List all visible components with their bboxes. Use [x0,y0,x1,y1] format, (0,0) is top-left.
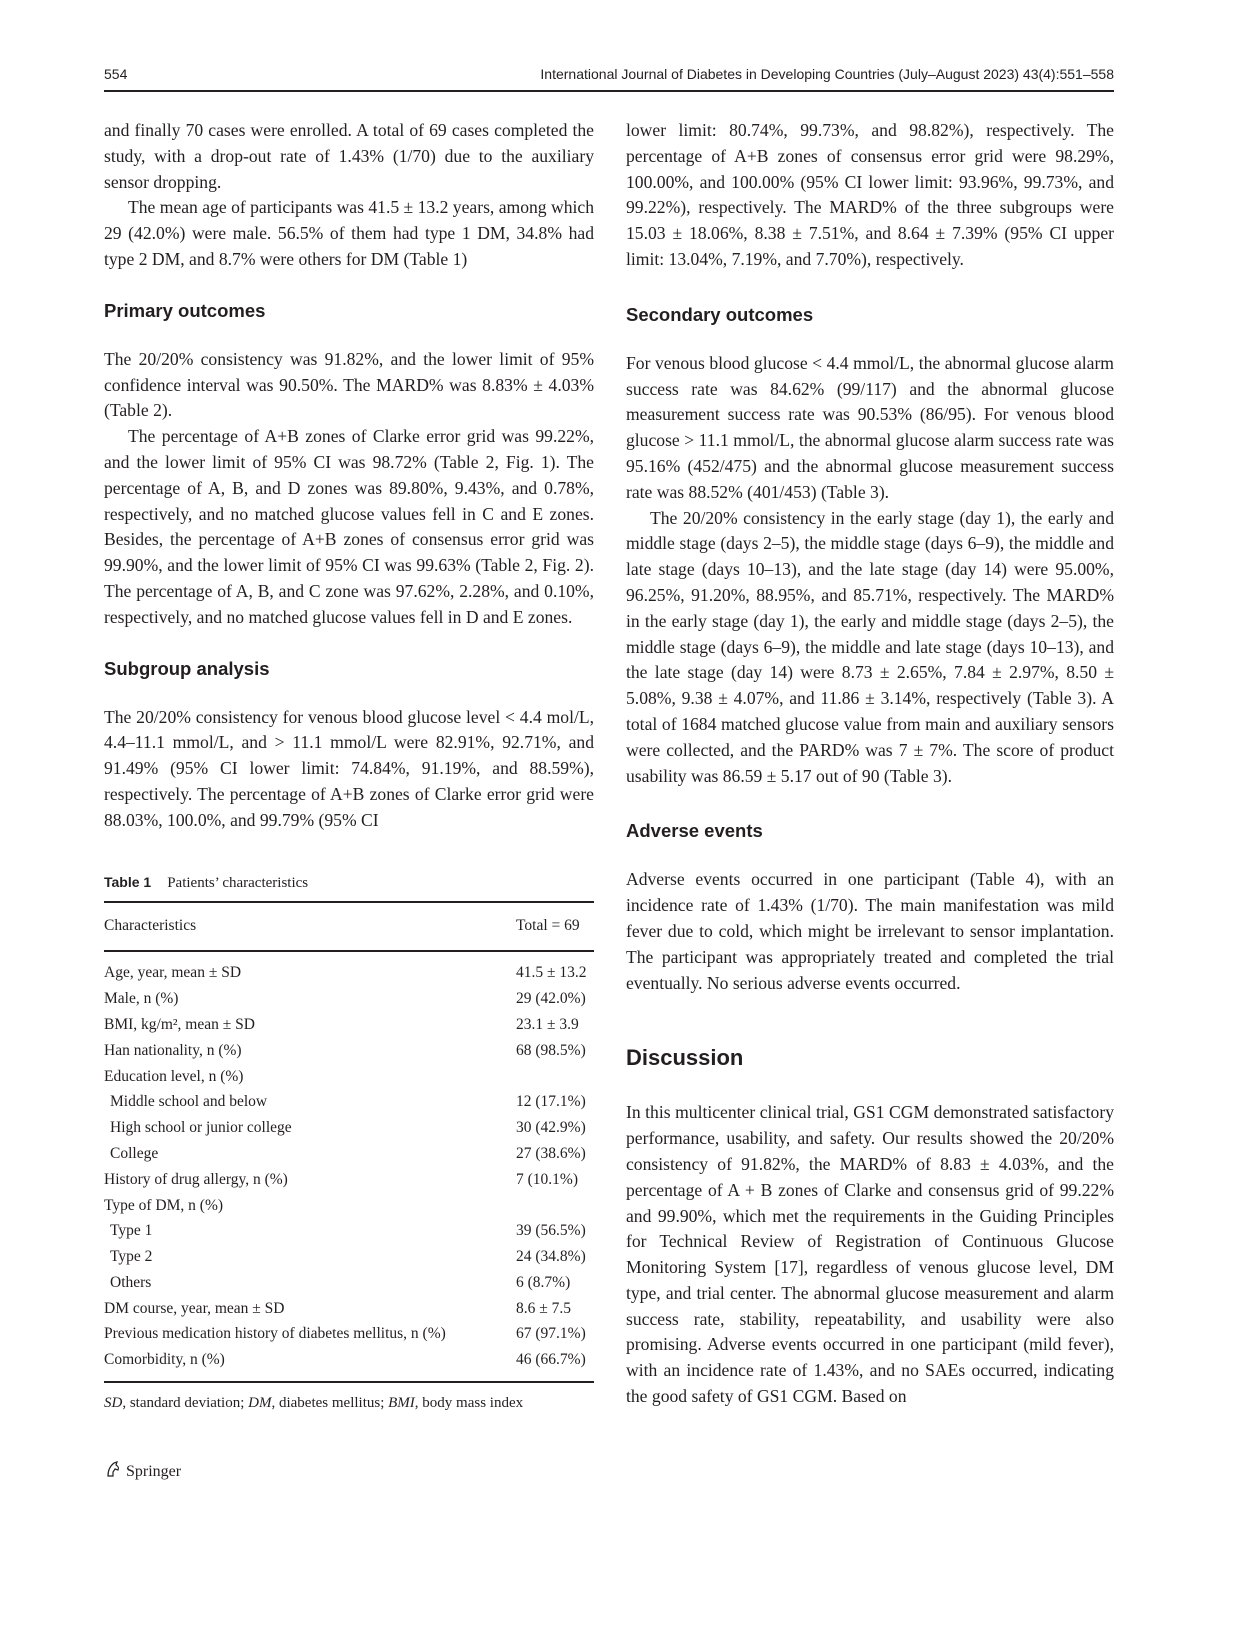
table-row [104,1038,594,1064]
row-label: Type 1 [110,1222,153,1240]
paragraph: The 20/20% consistency was 91.82%, and the lower limit of 95% confidence interval was 90.50%. The MARD% was 8.83% ± 4.03% (Table 2). [104,348,594,421]
row-value: 27 (38.6%) [516,1144,586,1162]
row-label: Han nationality, n (%) [104,1041,242,1059]
row-value: 46 (66.7%) [516,1351,586,1369]
section-heading-discussion: Discussion [626,1045,744,1071]
journal-citation: International Journal of Diabetes in Developing Countries (July–August 2023) 43(4):551–558 [540,66,1114,82]
row-value: 12 (17.1%) [516,1093,586,1111]
row-label: Male, n (%) [104,990,179,1008]
paragraph: The mean age of participants was 41.5 ± 13.2 years, among which 29 (42.0%) were male. 56.5% of them had type 1 DM, 34.8% had type 2 DM, and 8.7% were others for DM (Table 1) [104,197,594,269]
paragraph: For venous blood glucose < 4.4 mmol/L, the abnormal glucose alarm success rate was 84.62% (99/117) and the abnormal glucose measurement success rate was 90.53% (86/95). For venous blood glucose > 11.1 mmol/L, the abnormal glucose alarm success rate was 95.16% (452/475) and the abnormal glucose measurement success rate was 88.52% (401/453) (Table 3). [626,352,1114,502]
row-value: 68 (98.5%) [516,1041,586,1059]
row-value: 39 (56.5%) [516,1222,586,1240]
row-label: Others [110,1273,152,1291]
row-value: 6 (8.7%) [516,1273,571,1291]
row-value: 30 (42.9%) [516,1119,586,1137]
column-header: Total = 69 [516,916,580,934]
table-row [104,1089,594,1115]
section-heading-subgroup-analysis: Subgroup analysis [104,657,270,679]
row-label: Type of DM, n (%) [104,1196,224,1214]
row-value: 8.6 ± 7.5 [516,1299,572,1317]
table-row [104,1193,594,1219]
left-column [104,118,594,1413]
table-label: Table 1 [104,873,152,890]
column-header: Characteristics [104,916,197,934]
row-label: DM course, year, mean ± SD [104,1299,285,1317]
row-label: Age, year, mean ± SD [104,964,242,982]
paragraph: Adverse events occurred in one participant (Table 4), with an incidence rate of 1.43% (1/70). The main manifestation was mild fever due to cold, which might be irrelevant to sensor implantation. The participant was appropriately treated and completed the trial eventually. No serious adverse events occurred. [626,869,1114,993]
table-rule [104,1381,594,1383]
row-value: 23.1 ± 3.9 [516,1015,579,1033]
page-number: 554 [104,66,128,82]
right-column [626,118,1114,1410]
publisher-footer [104,1460,181,1483]
row-value: 24 (34.8%) [516,1248,586,1266]
table-footnote: SD, standard deviation; DM, diabetes mellitus; BMI, body mass index [104,1395,524,1412]
section-heading-secondary-outcomes: Secondary outcomes [626,303,814,325]
paragraph: The percentage of A+B zones of Clarke error grid was 99.22%, and the lower limit of 95% CI was 98.72% (Table 2, Fig. 1). The percentage of A, B, and D zones was 89.80%, 9.43%, and 0.78%, respectively, and no matched glucose values fell in C and E zones. Besides, the percentage of A+B zones of consensus error grid was 99.90%, and the lower limit of 95% CI was 99.63% (Table 2, Fig. 2). The percentage of A, B, and C zone was 97.62%, 2.28%, and 0.10%, respectively, and no matched glucose values fell in D and E zones. [104,426,594,627]
row-value: 29 (42.0%) [516,990,586,1008]
table-row [104,1167,594,1193]
table-row [104,1012,594,1038]
row-label: College [110,1144,159,1162]
springer-horse-icon [104,1460,122,1483]
row-value: 41.5 ± 13.2 [516,964,587,982]
section-heading-primary-outcomes: Primary outcomes [104,299,266,321]
paragraph: lower limit: 80.74%, 99.73%, and 98.82%), respectively. The percentage of A+B zones of consensus error grid were 98.29%, 100.00%, and 100.00% (95% CI lower limit: 93.96%, 99.73%, and 99.22%), respectively. The MARD% of the three subgroups were 15.03 ± 18.06%, 8.38 ± 7.51%, and 8.64 ± 7.39% (95% CI upper limit: 13.04%, 7.19%, and 7.70%), respectively. [626,120,1114,269]
table-row [104,1218,594,1244]
table-row [104,1115,594,1141]
paragraph: In this multicenter clinical trial, GS1 CGM demonstrated satisfactory performance, usability, and safety. Our results showed the 20/20% consistency of 91.82%, the MARD% of 8.83 ± 4.03%, and the percentage of A + B zones of Clarke and consensus grid of 99.22% and 99.90%, which met the requirements in the Guiding Principles for Technical Review of Registration of Continuous Glucose Monitoring System [17], regardless of venous glucose level, DM type, and trial center. The abnormal glucose measurement and alarm success rate, stability, repeatability, and usability were also promising. Adverse events occurred in one participant (mild fever), with an incidence rate of 1.43%, and no SAEs occurred, indicating the good safety of GS1 CGM. Based on [626,1102,1114,1407]
row-label: BMI, kg/m², mean ± SD [104,1015,255,1033]
paragraph: and finally 70 cases were enrolled. A total of 69 cases completed the study, with a drop-out rate of 1.43% (1/70) due to the auxiliary sensor dropping. [104,120,594,192]
table-row [104,1244,594,1270]
table-header-row [104,902,594,952]
row-label: Comorbidity, n (%) [104,1351,225,1369]
row-value: 67 (97.1%) [516,1325,586,1343]
table-title: Patients’ characteristics [167,874,309,891]
row-value [516,1064,594,1090]
row-label: Previous medication history of diabetes mellitus, n (%) [104,1325,446,1343]
table-row [104,1347,594,1381]
paragraph: The 20/20% consistency in the early stage (day 1), the early and middle stage (days 2–5), the middle stage (days 6–9), the middle and late stage (days 10–13), and the late stage (day 14) were 95.00%, 96.25%, 91.20%, 88.95%, and 85.71%, respectively. The MARD% in the early stage (day 1), the early and middle stage (days 2–5), the middle stage (days 6–9), the middle and late stage (days 10–13), and the late stage (day 14) were 8.73 ± 2.65%, 7.84 ± 2.97%, 8.50 ± 5.08%, 9.38 ± 4.07%, and 11.86 ± 3.14%, respectively (Table 3). A total of 1684 matched glucose value from main and auxiliary sensors were collected, and the PARD% was 7 ± 7%. The score of product usability was 86.59 ± 5.17 out of 90 (Table 3). [626,507,1114,786]
patients-characteristics-table [104,901,594,1382]
row-value [516,1193,594,1219]
table-row [104,986,594,1012]
table-row [104,1270,594,1296]
table-row [104,951,594,986]
row-label: Education level, n (%) [104,1067,244,1085]
publisher-name: Springer [126,1462,182,1480]
paragraph: The 20/20% consistency for venous blood glucose level < 4.4 mol/L, 4.4–11.1 mmol/L, and > 11.1 mmol/L were 82.91%, 92.71%, and 91.49% (95% CI lower limit: 74.84%, 91.19%, and 88.59%), respectively. The percentage of A+B zones of Clarke error grid were 88.03%, 100.0%, and 99.79% (95% CI [104,706,594,830]
section-heading-adverse-events: Adverse events [626,820,763,842]
table-row [104,1321,594,1347]
row-label: History of drug allergy, n (%) [104,1170,288,1188]
row-label: Middle school and below [110,1093,268,1111]
table-row [104,1064,594,1090]
table-body [104,951,594,1381]
table-caption [104,872,594,893]
table-row [104,1296,594,1322]
row-value: 7 (10.1%) [516,1170,578,1188]
row-label: Type 2 [110,1248,153,1266]
running-header [104,64,1114,92]
row-label: High school or junior college [110,1119,292,1137]
table-row [104,1141,594,1167]
